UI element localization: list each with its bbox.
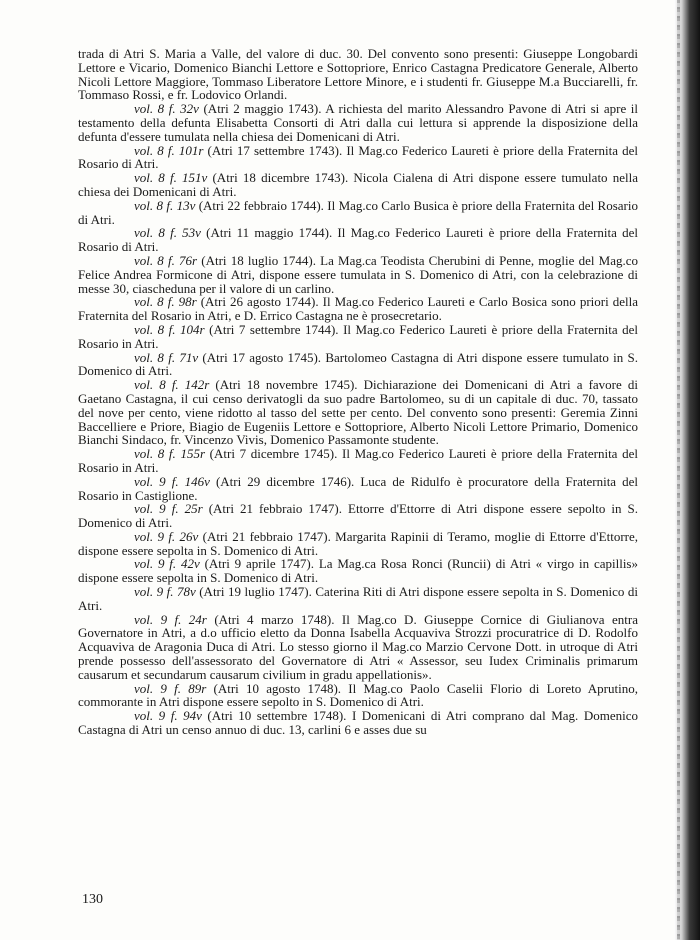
volume-reference: vol. 8 f. 71v xyxy=(134,349,199,365)
volume-reference: vol. 8 f. 155r xyxy=(134,446,206,462)
entry-text: (Atri 18 luglio 1744). La Mag.ca Teodista Cherubini di Penne, moglie del Mag.co Felice Andrea Formicone di Atri, dispone essere tumulata in S. Domenico di Atri, con la celebrazione di messe 30, ciascheduna per il valore di un carlino. xyxy=(78,252,638,296)
entry-paragraph xyxy=(78,585,638,613)
entry-paragraph xyxy=(78,613,638,682)
entry-text: (Atri 29 dicembre 1746). Luca de Ridulfo è procuratore della Fraternita del Rosario in Castiglione. xyxy=(78,473,639,503)
entry-paragraph xyxy=(78,144,638,172)
entry-paragraph xyxy=(78,447,638,475)
entry-text: (Atri 9 aprile 1747). La Mag.ca Rosa Ronci (Runcii) di Atri « virgo in capillis» dispone essere sepolta in S. Domenico di Atri. xyxy=(78,556,638,586)
volume-reference: vol. 9 f. 25r xyxy=(134,501,203,517)
entry-paragraph xyxy=(78,557,638,585)
entry-text: (Atri 21 febbraio 1747). Ettorre d'Ettorre di Atri dispone essere sepolto in S. Domenico di Atri. xyxy=(78,501,638,531)
entry-text: (Atri 7 settembre 1744). Il Mag.co Federico Laureti è priore della Fraternita del Rosario in Atri. xyxy=(78,321,638,351)
entry-text: (Atri 17 agosto 1745). Bartolomeo Castagna di Atri dispone essere tumulato in S. Domenico di Atri. xyxy=(78,349,638,379)
entry-paragraph xyxy=(78,351,638,379)
entry-paragraph xyxy=(78,475,638,503)
volume-reference: vol. 8 f. 98r xyxy=(134,294,197,310)
entry-text: (Atri 7 dicembre 1745). Il Mag.co Federico Laureti è priore della Fraternita del Rosario in Atri. xyxy=(78,446,638,475)
binding-shadow xyxy=(677,0,680,940)
volume-reference: vol. 8 f. 53v xyxy=(134,225,201,241)
entry-text: (Atri 2 maggio 1743). A richiesta del marito Alessandro Pavone di Atri si apre il testamento della defunta Elisabetta Consorti di Atri dalla cui lettura si apprende la disposizione della defunta d'essere tumulata nella chiesa dei Domenicani di Atri. xyxy=(78,101,638,144)
volume-reference: vol. 9 f. 26v xyxy=(134,528,199,544)
volume-reference: vol. 9 f. 94v xyxy=(134,708,202,724)
entry-text: (Atri 26 agosto 1744). Il Mag.co Federico Laureti e Carlo Bosica sono priori della Fraternita del Rosario in Atri, e D. Errico Castagna ne è prosecretario. xyxy=(78,294,638,324)
volume-reference: vol. 9 f. 89r xyxy=(134,680,207,696)
entry-paragraph xyxy=(78,709,638,737)
entry-text: trada di Atri S. Maria a Valle, del valore di duc. 30. Del convento sono presenti: Giuseppe Longobardi Lettore e Vicario, Domenico Bianchi Lettore e Sottopriore, Enrico Castagna Predicatore Generale, Alberto Nicoli Lettore Maggiore, Tommaso Liberatore Lettore Minore, e i studenti fr. Giuseppe M.a Bucciarelli, fr. Tommaso Rossi, e fr. Lodovico Orlandi. xyxy=(78,46,638,103)
entry-text: (Atri 19 luglio 1747). Caterina Riti di Atri dispone essere sepolta in S. Domenico di Atri. xyxy=(78,584,639,613)
entry-paragraph xyxy=(78,102,638,143)
volume-reference: vol. 9 f. 24r xyxy=(134,611,207,627)
volume-reference: vol. 9 f. 42v xyxy=(134,556,200,572)
entry-paragraph xyxy=(78,171,638,199)
volume-reference: vol. 9 f. 146v xyxy=(134,473,210,489)
volume-reference: vol. 9 f. 78v xyxy=(134,584,196,600)
entry-paragraph xyxy=(78,502,638,530)
entry-text: (Atri 21 febbraio 1747). Margarita Rapinii di Teramo, moglie di Ettorre d'Ettorre, dispone essere sepolta in S. Domenico di Atri. xyxy=(78,528,638,558)
page-text xyxy=(78,47,638,737)
entry-paragraph xyxy=(78,323,638,351)
volume-reference: vol. 8 f. 32v xyxy=(134,101,199,117)
volume-reference: vol. 8 f. 104r xyxy=(134,321,205,337)
entry-text: (Atri 11 maggio 1744). Il Mag.co Federico Laureti è priore della Fraternita del Rosario di Atri. xyxy=(78,225,638,255)
entry-paragraph xyxy=(78,378,638,447)
volume-reference: vol. 8 f. 101r xyxy=(134,142,204,158)
entry-paragraph xyxy=(78,530,638,558)
page-number: 130 xyxy=(82,892,103,907)
entry-paragraph xyxy=(78,295,638,323)
entry-text: (Atri 17 settembre 1743). Il Mag.co Federico Laureti è priore della Fraternita del Rosario di Atri. xyxy=(78,142,638,172)
entry-text: (Atri 4 marzo 1748). Il Mag.co D. Giuseppe Cornice di Giulianova entra Governatore in Atri, a d.o ufficio eletto da Donna Isabella Acquaviva Strozzi procuratrice di D. Rodolfo Acquaviva de Aragonia Duca di Atri. Lo stesso giorno il Mag.co Marzio Cervone Dott. in utroque di Atri prende possesso dell'assessorato del Governatore di Atri « Assessor, seu Iudex Criminalis primarum causarum et secundarum causarum civilium in gradu appellationis». xyxy=(78,611,638,682)
entry-text: (Atri 18 dicembre 1743). Nicola Cialena di Atri dispone essere tumulato nella chiesa dei Domenicani di Atri. xyxy=(78,170,638,199)
entry-text: (Atri 18 novembre 1745). Dichiarazione dei Domenicani di Atri a favore di Gaetano Castagna, il cui censo derivatogli da suo padre Bartolomeo, su di un capitale di duc. 70, tassato del nove per cento, viene ridotto al tasso del sette per cento. Del convento sono presenti: Geremia Zinni Baccelliere e Priore, Biagio de Eugeniis Lettore e Sottopriore, Alberto Nicoli Lettore Primario, Domenico Bianchi Sindaco, fr. Vincenzo Vivis, Domenico Passamonte studente. xyxy=(78,377,638,448)
entry-text: (Atri 10 settembre 1748). I Domenicani di Atri comprano dal Mag. Domenico Castagna di Atri un censo annuo di duc. 13, carlini 6 e asses due su xyxy=(78,708,638,738)
entry-paragraph xyxy=(78,226,638,254)
entry-text: (Atri 10 agosto 1748). Il Mag.co Paolo Caselii Florio di Loreto Aprutino, commorante in Atri dispone essere sepolto in S. Domenico di Atri. xyxy=(78,680,638,710)
entry-text: (Atri 22 febbraio 1744). Il Mag.co Carlo Busica è priore della Fraternita del Rosario di Atri. xyxy=(78,197,638,227)
volume-reference: vol. 8 f. 151v xyxy=(134,170,208,186)
entry-paragraph xyxy=(78,682,638,710)
volume-reference: vol. 8 f. 142r xyxy=(134,377,210,393)
entry-paragraph xyxy=(78,254,638,295)
volume-reference: vol. 8 f. 76r xyxy=(134,252,198,268)
entry-paragraph xyxy=(78,47,638,102)
volume-reference: vol. 8 f. 13v xyxy=(134,197,196,213)
entry-paragraph xyxy=(78,199,638,227)
